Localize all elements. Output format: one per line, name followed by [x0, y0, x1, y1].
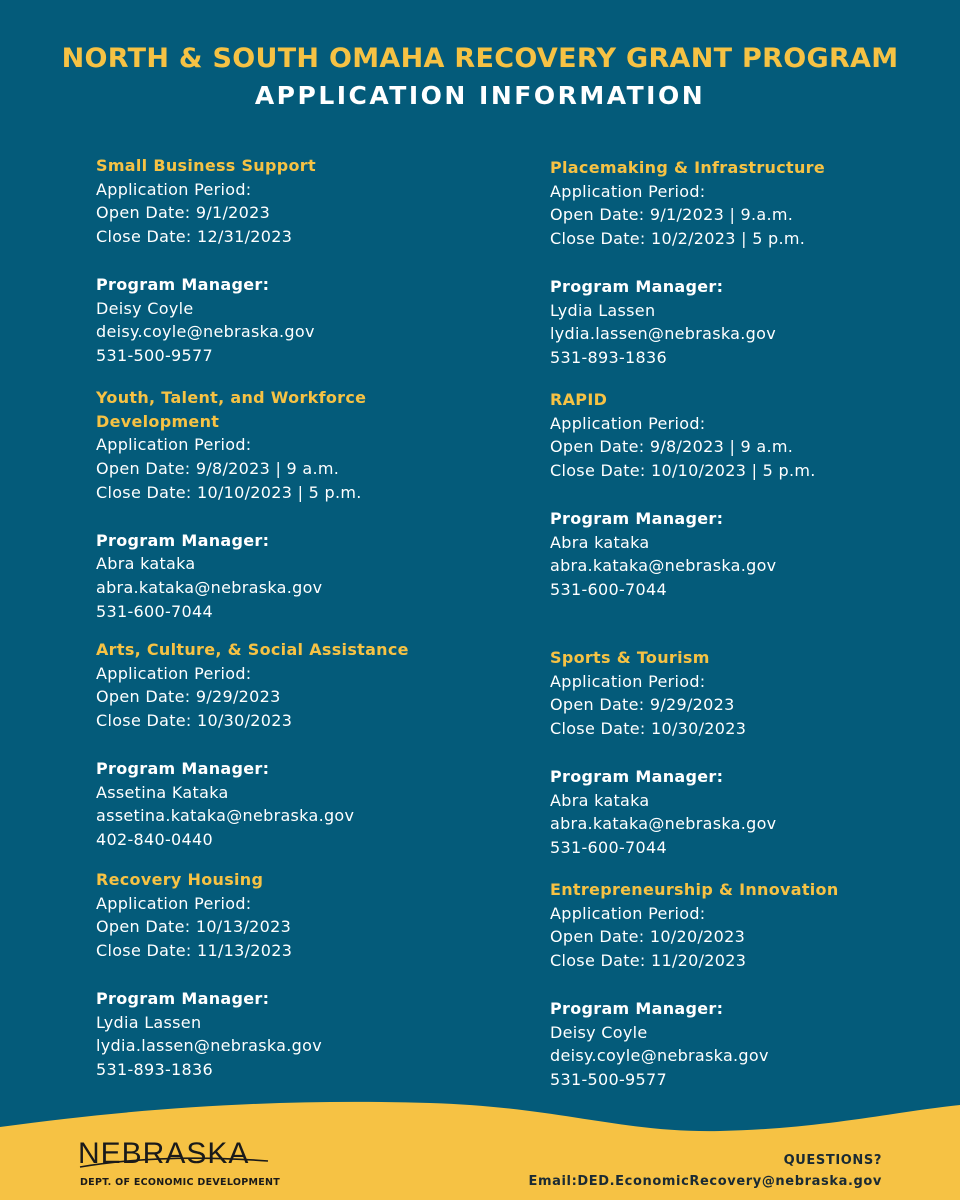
- application-period-label: Application Period:: [96, 893, 252, 913]
- nebraska-logo: [78, 1137, 281, 1193]
- application-period-label: Application Period:: [550, 181, 706, 201]
- manager-phone: 531-500-9577: [550, 1069, 667, 1089]
- close-date: Close Date: 10/30/2023: [96, 711, 293, 731]
- close-date: Close Date: 10/10/2023 | 5 p.m.: [96, 482, 362, 502]
- open-date: Open Date: 10/20/2023: [550, 927, 746, 947]
- program-title: Recovery Housing: [96, 870, 264, 889]
- manager-name: Lydia Lassen: [550, 300, 656, 320]
- manager-phone: 531-600-7044: [96, 601, 213, 621]
- manager-email[interactable]: assetina.kataka@nebraska.gov: [96, 806, 355, 826]
- spacer: [550, 973, 950, 997]
- close-date: Close Date: 10/2/2023 | 5 p.m.: [550, 229, 806, 249]
- program-title: Sports & Tourism: [550, 648, 710, 667]
- manager-phone: 531-893-1836: [550, 347, 667, 367]
- close-date: Close Date: 11/13/2023: [96, 941, 293, 961]
- manager-name: Deisy Coyle: [96, 298, 194, 318]
- questions-label: QUESTIONS?: [783, 1153, 882, 1168]
- close-date: Close Date: 10/30/2023: [550, 719, 747, 739]
- program-title: Arts, Culture, & Social Assistance: [96, 640, 409, 659]
- manager-phone: 531-600-7044: [550, 579, 667, 599]
- program-section: [550, 388, 950, 602]
- manager-email[interactable]: lydia.lassen@nebraska.gov: [96, 1036, 322, 1056]
- manager-name: Abra kataka: [550, 790, 650, 810]
- logo-swoosh-icon: [78, 1137, 278, 1177]
- application-period-label: Application Period:: [550, 903, 706, 923]
- manager-phone: 531-893-1836: [96, 1059, 213, 1079]
- manager-name: Lydia Lassen: [96, 1012, 202, 1032]
- spacer: [550, 741, 950, 765]
- manager-email[interactable]: abra.kataka@nebraska.gov: [550, 814, 777, 834]
- manager-email[interactable]: abra.kataka@nebraska.gov: [96, 577, 323, 597]
- logo-wordmark: NEBRASKA: [78, 1137, 250, 1170]
- open-date: Open Date: 9/29/2023: [550, 695, 735, 715]
- application-period-label: Application Period:: [96, 435, 252, 455]
- program-title: Small Business Support: [96, 156, 316, 175]
- manager-email[interactable]: deisy.coyle@nebraska.gov: [550, 1046, 769, 1066]
- spacer: [96, 963, 496, 987]
- manager-phone: 531-600-7044: [550, 837, 667, 857]
- close-date: Close Date: 11/20/2023: [550, 951, 747, 971]
- spacer: [96, 505, 496, 529]
- manager-phone: 531-500-9577: [96, 345, 213, 365]
- page-subtitle: APPLICATION INFORMATION: [254, 81, 706, 110]
- program-section: [550, 646, 950, 860]
- program-section: [96, 638, 496, 852]
- application-period-label: Application Period:: [550, 671, 706, 691]
- program-section: [96, 386, 496, 623]
- application-period-label: Application Period:: [550, 413, 706, 433]
- program-section: [96, 868, 496, 1082]
- program-title: Development: [96, 411, 220, 431]
- open-date: Open Date: 9/1/2023 | 9.a.m.: [550, 205, 794, 225]
- application-period-label: Application Period:: [96, 663, 252, 683]
- close-date: Close Date: 12/31/2023: [96, 227, 293, 247]
- program-title: Placemaking & Infrastructure: [550, 158, 825, 177]
- open-date: Open Date: 10/13/2023: [96, 917, 292, 937]
- program-title: RAPID: [550, 390, 608, 409]
- program-section: [550, 878, 950, 1092]
- program-manager-label: Program Manager:: [96, 988, 270, 1008]
- program-section: [550, 156, 950, 370]
- program-section: [96, 154, 496, 368]
- program-manager-label: Program Manager:: [96, 274, 270, 294]
- close-date: Close Date: 10/10/2023 | 5 p.m.: [550, 461, 816, 481]
- program-manager-label: Program Manager:: [550, 998, 724, 1018]
- program-manager-label: Program Manager:: [96, 758, 270, 778]
- manager-name: Abra kataka: [96, 554, 196, 574]
- header: [0, 42, 960, 114]
- manager-email[interactable]: abra.kataka@nebraska.gov: [550, 556, 777, 576]
- manager-name: Assetina Kataka: [96, 782, 229, 802]
- open-date: Open Date: 9/8/2023 | 9 a.m.: [96, 459, 340, 479]
- spacer: [550, 251, 950, 275]
- manager-email[interactable]: deisy.coyle@nebraska.gov: [96, 322, 315, 342]
- spacer: [96, 249, 496, 273]
- manager-name: Deisy Coyle: [550, 1022, 648, 1042]
- spacer: [96, 733, 496, 757]
- manager-phone: 402-840-0440: [96, 829, 213, 849]
- program-title: Entrepreneurship & Innovation: [550, 880, 839, 899]
- spacer: [550, 483, 950, 507]
- contact-block: [528, 1150, 882, 1192]
- program-title: Youth, Talent, and Workforce: [96, 388, 367, 407]
- program-manager-label: Program Manager:: [550, 508, 724, 528]
- program-manager-label: Program Manager:: [96, 530, 270, 550]
- page-title: NORTH & SOUTH OMAHA RECOVERY GRANT PROGRAM: [61, 43, 899, 74]
- application-period-label: Application Period:: [96, 179, 252, 199]
- contact-email[interactable]: Email:DED.EconomicRecovery@nebraska.gov: [528, 1174, 882, 1189]
- logo-subtitle: DEPT. OF ECONOMIC DEVELOPMENT: [80, 1177, 281, 1188]
- manager-name: Abra kataka: [550, 532, 650, 552]
- program-manager-label: Program Manager:: [550, 276, 724, 296]
- manager-email[interactable]: lydia.lassen@nebraska.gov: [550, 324, 776, 344]
- open-date: Open Date: 9/8/2023 | 9 a.m.: [550, 437, 794, 457]
- open-date: Open Date: 9/1/2023: [96, 203, 271, 223]
- open-date: Open Date: 9/29/2023: [96, 687, 281, 707]
- program-manager-label: Program Manager:: [550, 766, 724, 786]
